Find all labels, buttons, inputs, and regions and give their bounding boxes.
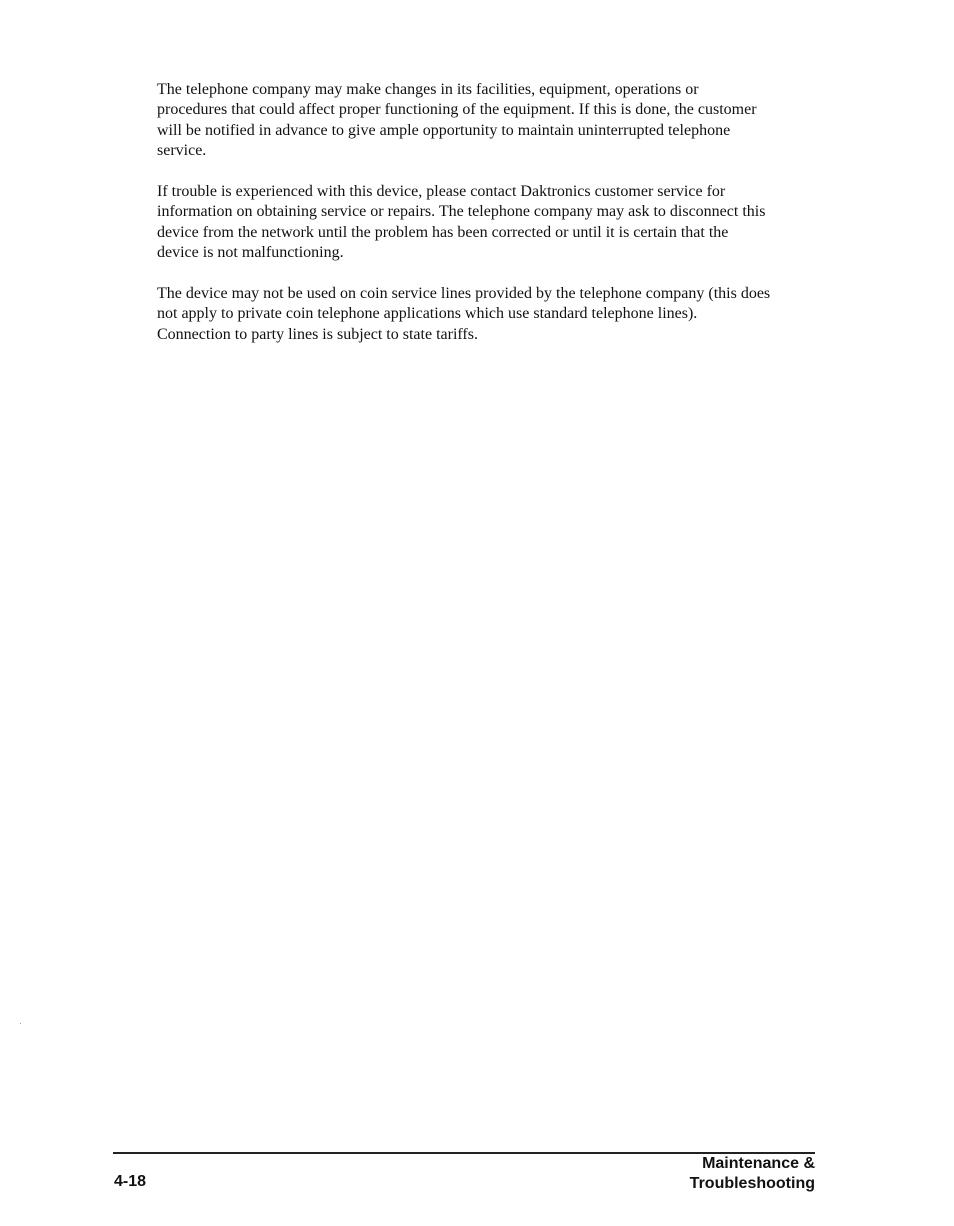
text-line: device is not malfunctioning. <box>157 243 344 261</box>
scan-artifact <box>20 1023 21 1024</box>
paragraph-trouble-service <box>157 182 827 263</box>
text-line: The device may not be used on coin service lines provided by the telephone company (this does <box>157 285 771 302</box>
section-title <box>690 1154 815 1194</box>
text-line: service. <box>157 141 207 159</box>
text-line: Connection to party lines is subject to state tariffs. <box>157 325 478 343</box>
page-number: 4-18 <box>114 1173 147 1190</box>
text-line: procedures that could affect proper functioning of the equipment. If this is done, the customer <box>157 101 757 119</box>
section-title-line: Maintenance & <box>702 1155 815 1172</box>
text-line: device from the network until the problem has been corrected or until it is certain that the <box>157 223 729 241</box>
text-line: not apply to private coin telephone applications which use standard telephone lines). <box>157 305 698 323</box>
paragraph-facility-changes <box>157 80 827 161</box>
text-line: The telephone company may make changes in its facilities, equipment, operations or <box>157 81 699 98</box>
text-line: information on obtaining service or repairs. The telephone company may ask to disconnect this <box>157 203 766 221</box>
section-title-line: Troubleshooting <box>689 1175 815 1192</box>
text-line: will be notified in advance to give ample opportunity to maintain uninterrupted telephone <box>157 121 731 139</box>
text-line: If trouble is experienced with this device, please contact Daktronics customer service for <box>157 183 726 200</box>
paragraph-coin-service <box>157 284 827 345</box>
